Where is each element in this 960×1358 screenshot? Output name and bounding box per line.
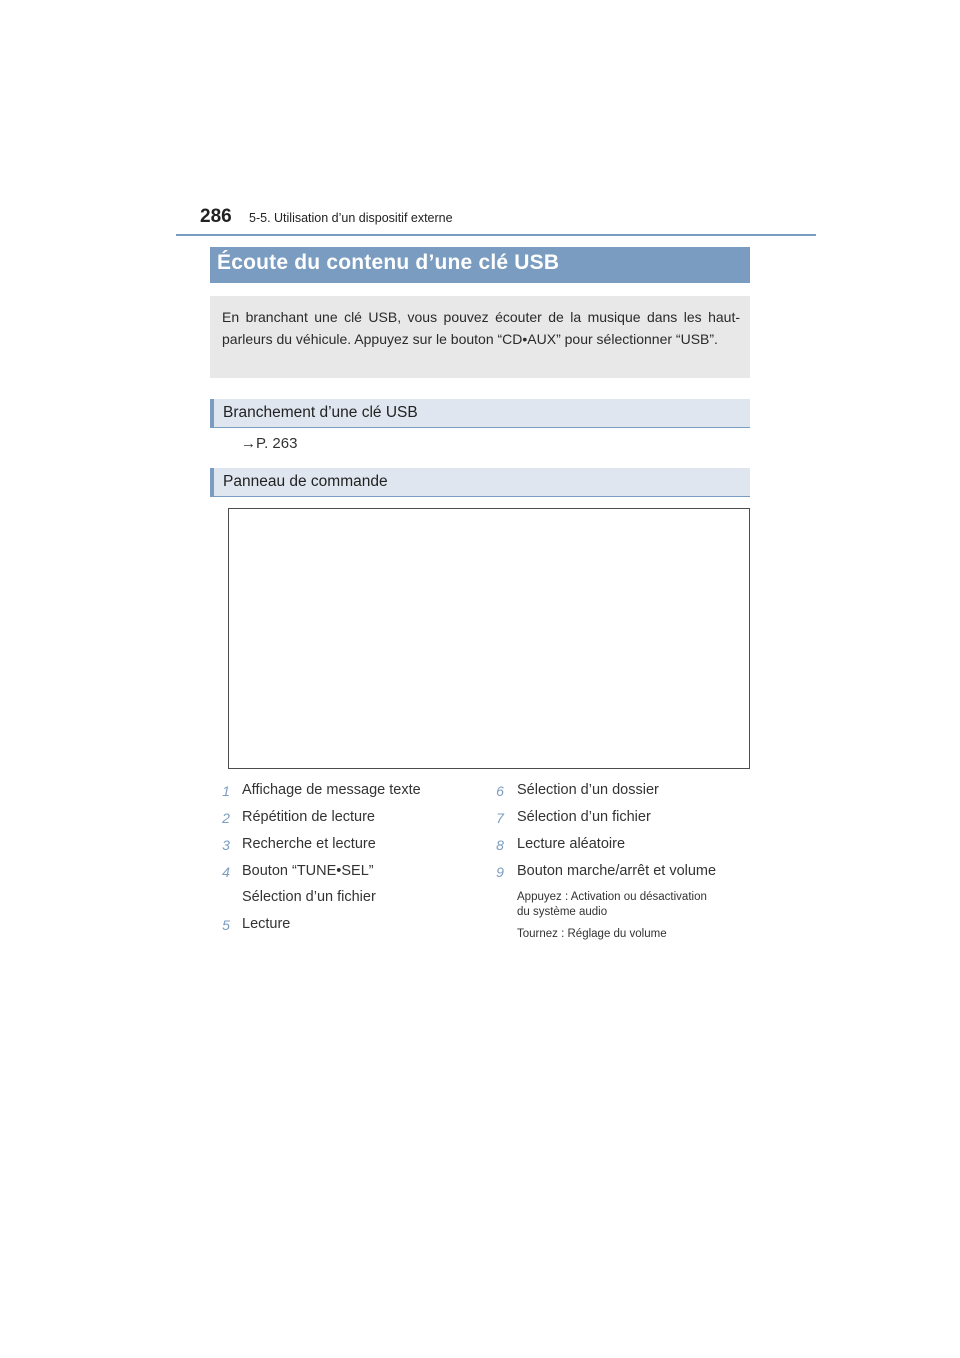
legend-item-4-sub: Sélection d’un fichier — [242, 889, 376, 905]
page-header — [176, 204, 816, 236]
legend-number-9: 9 — [496, 864, 504, 880]
legend-number-1: 1 — [222, 783, 230, 799]
legend-number-3: 3 — [222, 837, 230, 853]
control-panel-figure — [228, 508, 750, 769]
subheading-panel-label: Panneau de commande — [223, 473, 388, 490]
title-bar — [210, 247, 750, 283]
legend-number-5: 5 — [222, 917, 230, 933]
legend-item-2: Répétition de lecture — [242, 809, 375, 825]
legend-item-3: Recherche et lecture — [242, 836, 376, 852]
legend-item-8: Lecture aléatoire — [517, 836, 626, 852]
legend-number-2: 2 — [222, 810, 230, 826]
legend-number-4: 4 — [222, 864, 230, 880]
legend-item-9-turn: Tournez : Réglage du volume — [517, 928, 667, 940]
subheading-connect-label: Branchement d’une clé USB — [223, 404, 418, 421]
section-title: 5-5. Utilisation d’un dispositif externe — [249, 211, 453, 225]
intro-text: En branchant une clé USB, vous pouvez écouter de la musique dans les haut-parleurs du véhicule. Appuyez sur le bouton “CD•AUX” pour sélectionner “USB”. — [222, 309, 740, 347]
page-reference-link[interactable]: →P. 263 — [241, 435, 298, 452]
legend-item-6: Sélection d’un dossier — [517, 782, 659, 798]
legend-number-8: 8 — [496, 837, 504, 853]
page-number: 286 — [200, 206, 232, 227]
legend-item-1: Affichage de message texte — [242, 782, 421, 798]
legend-item-7: Sélection d’un fichier — [517, 809, 651, 825]
page-title: Écoute du contenu d’une clé USB — [217, 251, 560, 274]
legend-item-4: Bouton “TUNE•SEL” — [242, 863, 374, 879]
subheading-connect — [210, 399, 750, 428]
legend-number-7: 7 — [496, 810, 504, 826]
intro-box — [210, 296, 750, 378]
subheading-panel — [210, 468, 750, 497]
legend-number-6: 6 — [496, 783, 504, 799]
legend-item-9-press: Appuyez : Activation ou désactivation — [517, 891, 707, 903]
legend-item-9: Bouton marche/arrêt et volume — [517, 863, 717, 879]
legend-item-5: Lecture — [242, 916, 291, 932]
legend-item-9-press-cont: du système audio — [517, 906, 608, 918]
